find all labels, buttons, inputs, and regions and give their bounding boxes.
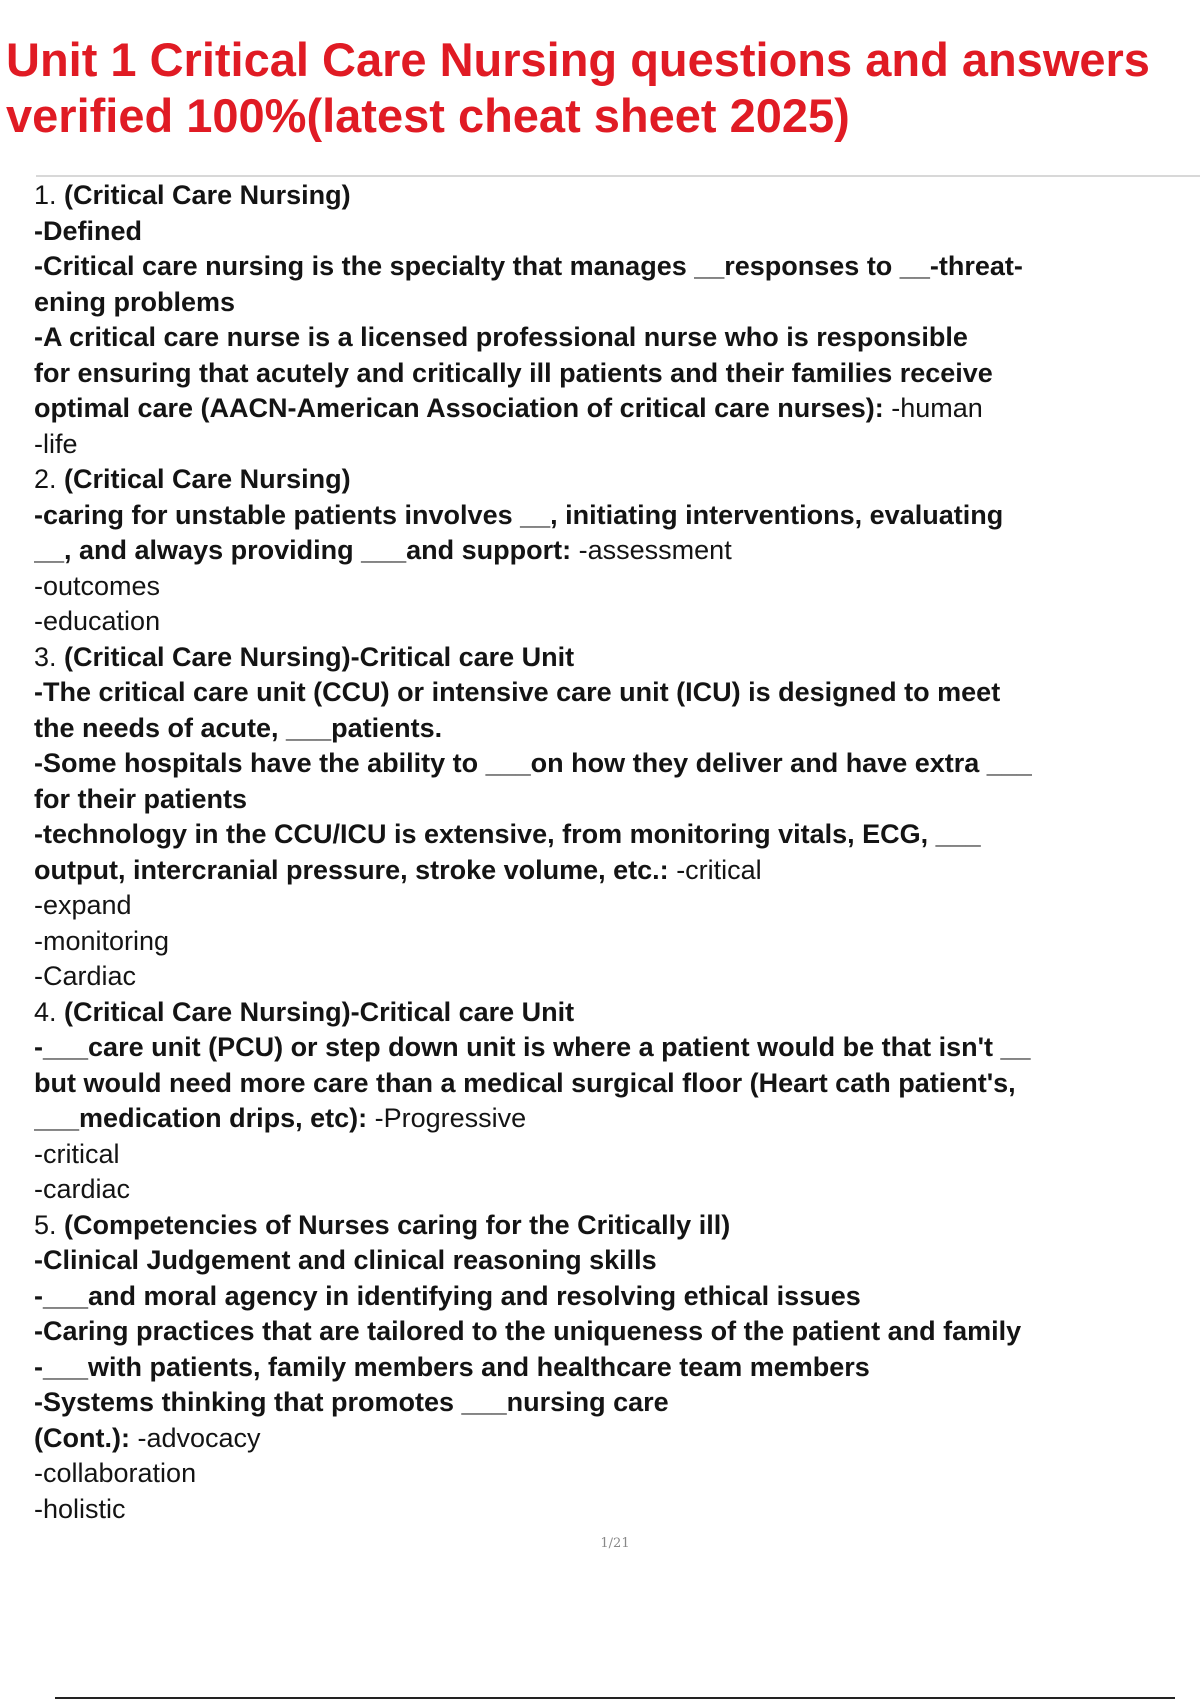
question-line <box>34 320 1200 356</box>
question-block <box>34 178 1200 462</box>
question-text: (Competencies of Nurses caring for the Critically ill) <box>64 1209 731 1240</box>
question-line <box>34 1314 1200 1350</box>
question-line <box>34 1172 1200 1208</box>
document-title-line-2: verified 100%(latest cheat sheet 2025) <box>6 89 850 142</box>
answer-text: -advocacy <box>137 1422 261 1453</box>
question-block <box>34 995 1200 1208</box>
answer-text: 3. <box>34 641 65 672</box>
question-text: -technology in the CCU/ICU is extensive, from monitoring vitals, ECG, ___ <box>34 819 981 849</box>
question-text: -Critical care nursing is the specialty that manages __responses to __-threat- <box>34 251 1023 281</box>
question-text: but would need more care than a medical surgical floor (Heart cath patient's, <box>34 1067 1016 1098</box>
question-line <box>34 853 1200 889</box>
answer-text: -holistic <box>34 1493 126 1524</box>
document-title <box>6 32 1196 144</box>
question-line <box>34 427 1200 463</box>
answer-text: -monitoring <box>34 925 170 956</box>
answer-text: -critical <box>34 1138 120 1169</box>
question-text: -Defined <box>34 215 142 246</box>
question-line <box>34 356 1200 392</box>
document-title-line-1: Unit 1 Critical Care Nursing questions and answers <box>6 33 1150 86</box>
answer-text: -Cardiac <box>34 961 137 991</box>
question-block <box>34 1208 1200 1528</box>
answer-text: -education <box>34 606 161 636</box>
answer-text: 5. <box>34 1209 65 1240</box>
answer-text: -collaboration <box>34 1458 197 1488</box>
question-line <box>34 569 1200 605</box>
question-line <box>34 462 1200 498</box>
answer-text: 2. <box>34 464 65 494</box>
question-text: -Some hospitals have the ability to ___on how they deliver and have extra ___ <box>34 748 1032 778</box>
question-text: -___and moral agency in identifying and resolving ethical issues <box>34 1280 861 1311</box>
question-block <box>34 640 1200 995</box>
answer-text: -life <box>34 428 78 459</box>
question-text: -A critical care nurse is a licensed professional nurse who is responsible <box>34 322 968 352</box>
question-text: (Critical Care Nursing)-Critical care Unit <box>64 641 575 672</box>
footer-divider <box>55 1697 1175 1699</box>
question-line <box>34 498 1200 534</box>
question-line <box>34 1492 1200 1528</box>
question-line <box>34 1137 1200 1173</box>
question-line <box>34 1208 1200 1244</box>
question-line <box>34 888 1200 924</box>
question-line <box>34 711 1200 747</box>
question-line <box>34 746 1200 782</box>
question-block <box>34 462 1200 640</box>
question-line <box>34 675 1200 711</box>
question-answer-list <box>34 178 1200 1527</box>
question-line <box>34 1101 1200 1137</box>
question-line <box>34 924 1200 960</box>
question-line <box>34 1421 1200 1457</box>
answer-text: -assessment <box>578 535 732 565</box>
answer-text: -critical <box>676 854 762 885</box>
question-text: -___with patients, family members and healthcare team members <box>34 1351 870 1382</box>
title-divider <box>36 175 1200 177</box>
question-line <box>34 1066 1200 1102</box>
question-text: -Caring practices that are tailored to the uniqueness of the patient and family <box>34 1316 1022 1346</box>
question-line <box>34 533 1200 569</box>
answer-text: -human <box>891 393 983 423</box>
question-line <box>34 1030 1200 1066</box>
question-line <box>34 214 1200 250</box>
question-text: (Critical Care Nursing) <box>64 180 351 210</box>
question-line <box>34 1350 1200 1386</box>
question-text: -caring for unstable patients involves __, initiating interventions, evaluating <box>34 499 1004 530</box>
question-line <box>34 604 1200 640</box>
question-text: (Critical Care Nursing) <box>64 464 351 494</box>
answer-text: -Progressive <box>374 1103 527 1133</box>
question-text: (Cont.): <box>34 1422 138 1453</box>
question-line <box>34 1456 1200 1492</box>
question-line <box>34 959 1200 995</box>
question-line <box>34 995 1200 1031</box>
question-text: for their patients <box>34 783 248 814</box>
question-line <box>34 391 1200 427</box>
question-text: ening problems <box>34 286 236 317</box>
answer-text: -expand <box>34 890 132 920</box>
answer-text: 4. <box>34 996 65 1027</box>
question-text: -Clinical Judgement and clinical reasoning skills <box>34 1245 657 1275</box>
question-text: output, intercranial pressure, stroke volume, etc.: <box>34 854 677 885</box>
answer-text: -cardiac <box>34 1174 131 1204</box>
question-text: -Systems thinking that promotes ___nursing care <box>34 1387 669 1417</box>
question-text: -The critical care unit (CCU) or intensive care unit (ICU) is designed to meet <box>34 677 1001 707</box>
question-line <box>34 178 1200 214</box>
question-line <box>34 782 1200 818</box>
question-line <box>34 1385 1200 1421</box>
answer-text: 1. <box>34 180 65 210</box>
question-text: (Critical Care Nursing)-Critical care Unit <box>64 996 575 1027</box>
question-text: for ensuring that acutely and critically ill patients and their families receive <box>34 357 993 388</box>
question-line <box>34 640 1200 676</box>
question-line <box>34 1243 1200 1279</box>
question-line <box>34 249 1200 285</box>
question-text: the needs of acute, ___patients. <box>34 712 443 743</box>
question-text: __, and always providing ___and support: <box>34 535 579 565</box>
question-text: optimal care (AACN-American Association of critical care nurses): <box>34 393 892 423</box>
answer-text: -outcomes <box>34 570 161 601</box>
question-line <box>34 285 1200 321</box>
question-text: -___care unit (PCU) or step down unit is where a patient would be that isn't __ <box>34 1032 1031 1062</box>
question-line <box>34 817 1200 853</box>
page-number: 1/21 <box>600 1536 630 1551</box>
question-text: ___medication drips, etc): <box>34 1103 375 1133</box>
question-line <box>34 1279 1200 1315</box>
